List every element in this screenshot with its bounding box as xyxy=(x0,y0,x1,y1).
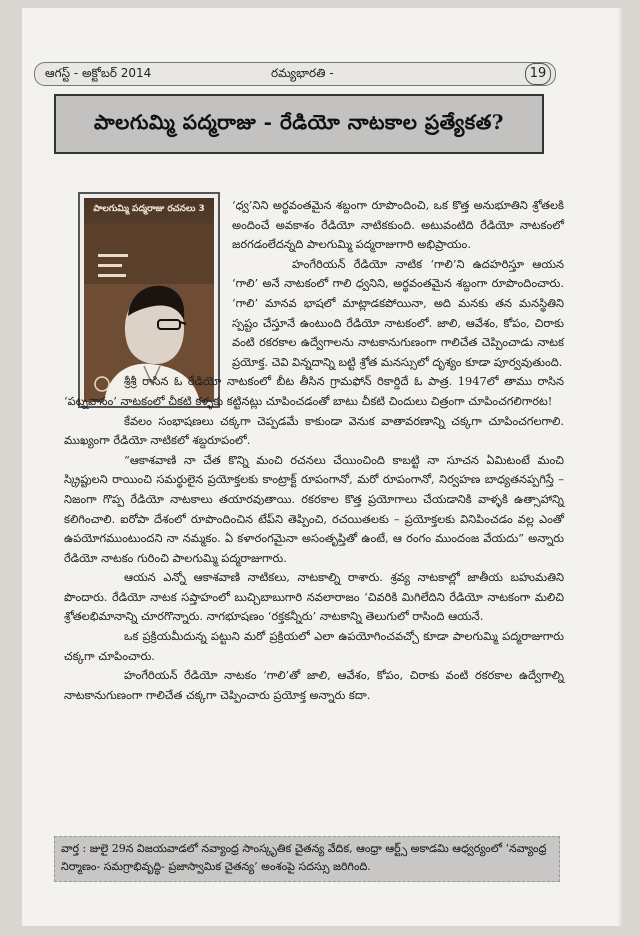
news-text: వార్త : జులై 29న విజయవాడలో నవ్యాంధ్ర సాంస్కృతిక చైతన్య వేదిక, ఆంధ్రా ఆర్ట్స్ అకాడమి ఆధ్వర్యంలో ‘నవ్యాంధ్ర నిర్మాణం- సమగ్రాభివృద్ధి- ప్రజాస్వామిక చైతన్య’ అంశంపై సదస్సు జరిగింది. xyxy=(61,842,547,873)
article-paragraph: ‘ధ్వ’నిని అర్థవంతమైన శబ్దంగా రూపొందించి, ఒక కొత్త అనుభూతిని శ్రోతలకి అందించే అవకాశం రేడియో నాటికకుంది. అటువంటిది రేడియో నాటకంలో జరగడంలేదన్నది పాలగుమ్మి పద్మరాజుగారి అభిప్రాయం. xyxy=(232,198,564,252)
article-paragraph: ఆయన ఎన్నో ఆకాశవాణి నాటికలు, నాటకాల్ని రాశారు. శ్రవ్య నాటకాల్లో జాతీయ బహుమతిని పొందారు. రేడియో నాటక సప్తాహంలో బుచ్చిబాబుగారి నవలారాజం ‘చివరికి మిగిలేదిని రేడియో నాటకంగా మలిచి శ్రోతలభిమానాన్ని చూరగొన్నారు. నాగభూషణం ‘రక్తకన్నీరు’ నాటకాన్ని తెలుగులో రాసింది ఆయనే. xyxy=(64,570,564,624)
news-footer xyxy=(54,836,560,882)
article-paragraph: హంగేరియన్ రేడియో నాటకం ‘గాలి’తో జాలి, ఆవేశం, కోపం, చిరాకు వంటి రకరకాల ఉద్వేగాల్ని నాటకానుగుణంగా గాలిచేత చక్కగా చెప్పించారు ప్రయోక్త అన్నారు కదా. xyxy=(64,668,564,702)
page-number: 19 xyxy=(525,63,551,85)
article-title: పాలగుమ్మి పద్మరాజు - రేడియో నాటకాల ప్రత్యేకత? xyxy=(94,109,504,134)
article-paragraph: కేవలం సంభాషణలు చక్కగా చెప్పడమే కాకుండా వెనుక వాతావరణాన్ని చక్కగా చూపించగలగాలి. ముఖ్యంగా రేడియో నాటికలో శబ్దరూపంలో. xyxy=(64,413,564,448)
article-paragraph: హంగేరియన్ రేడియో నాటిక ‘గాలి’ని ఉదహరిస్తూ ఆయన ‘గాలి’ అనే నాటకంలో గాలి ధ్వనిని, అర్థవంతమైన శబ్దంగా రూపొందించారు. ‘గాలి’ మానవ భాషలో మాట్లాడకపోయినా, అది మనకు తన మనస్థితిని స్పష్టం చేస్తూనే ఉంటుంది రేడియో నాటకంలో. జాలి, ఆవేశం, కోపం, చిరాకు వంటి రకరకాల ఉద్వేగాలను నాటకానుగుణంగా గాలిచేత చెప్పించాడు నాటక ప్రయోక్త. చెవి విన్నదాన్ని బట్టి శ్రోత మనస్సులో దృశ్యం కూడా పూర్వవుతుంది. xyxy=(232,256,564,369)
article-paragraph: శ్రీశ్రీ రాసిన ఓ రేడియో నాటకంలో బీట తీసిన గ్రామఫోన్ రికార్డిదే ఓ పాత్ర. 1947లో తాము రాసిన ‘పట్నవాసం’ నాటకంలో చీకటి కళ్ళకు కట్టినట్లు చూపించడంతో బాటు చీకటి చిందులు చిత్రంగా చూపించగలిగారట! xyxy=(64,374,564,408)
issue-date: ఆగస్ట్ - అక్టోబర్ 2014 xyxy=(45,66,152,80)
magazine-page xyxy=(22,8,618,926)
article-paragraph: “ఆకాశవాణి నా చేత కొన్ని మంచి రచనలు చేయించింది కాబట్టి నా సూచన ఏమిటంటే మంచి స్క్రిప్టులని రాయించి సమర్థులైన ప్రయోక్తలకు కాంట్రాక్ట్ రూపంగానో, మరో రూపంగానో, నిర్వహణ బాధ్యతనప్పగిస్తే – నిజంగా గొప్ప రేడియో నాటకాలు తయారవుతాయి. రకరకాల కొత్త ప్రయోగాలు చేయడానికి వాళ్ళకి ఉత్సాహాన్ని కలిగించాలి. ఐరోపా దేశంలో రూపొందించిన టేప్‌ని తెప్పించి, రచయితలకు – ప్రయోక్తలకు వినిపించడం వల్ల ఎంతో ఉపయోగముంటుందని నా నమ్మకం. ఏ కళారంగమైనా అసంతృప్తితో ఉంటే, ఆ రంగం ముందంజ వేయదు” అన్నారు రేడియో నాటకం గురించి పాలగుమ్మి పద్మరాజుగారు. xyxy=(64,452,564,565)
page-header xyxy=(34,62,556,86)
magazine-name: రమ్యభారతి - xyxy=(271,66,334,80)
article-paragraph: ఒక ప్రక్రియమీదున్న పట్టుని మరో ప్రక్రియలో ఎలా ఉపయోగించవచ్చో కూడా పాలగుమ్మి పద్మరాజుగారు చక్కగా చూపించారు. xyxy=(64,629,564,663)
article-body xyxy=(64,196,564,705)
article-title-box xyxy=(54,94,544,154)
book-cover-title: పాలగుమ్మి పద్మరాజు రచనలు 3 xyxy=(93,204,205,214)
